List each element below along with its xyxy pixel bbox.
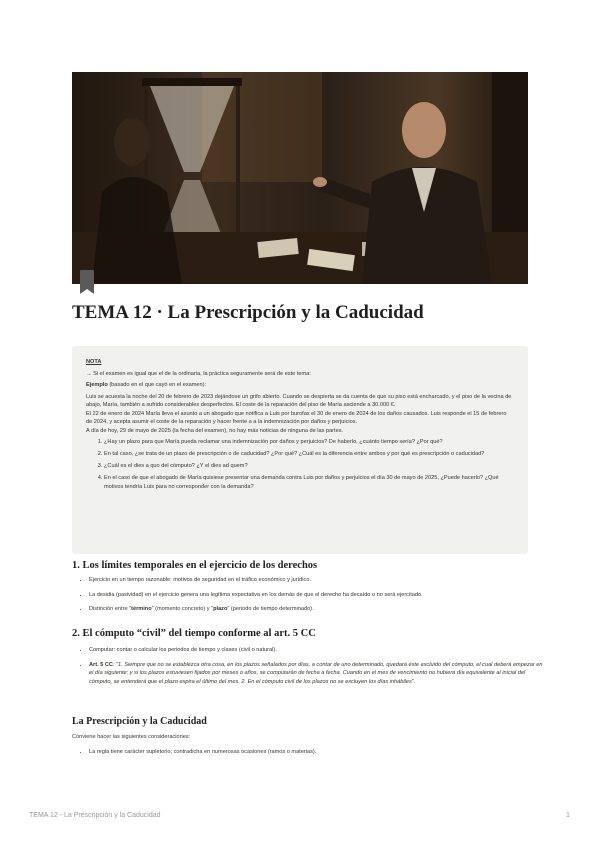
list-item: • Computar: contar o calcular los periodos de tiempo y clases (civil o natural). — [89, 646, 545, 655]
case-paragraph-3: A día de hoy, 29 de mayo de 2025 (la fecha del examen), no hay más noticias de ninguna de las partes. — [86, 427, 344, 434]
section-1-list — [72, 576, 545, 614]
list-item: • Ejercicio en un tiempo razonable: motivos de seguridad en el tráfico económico y jurídico. — [89, 576, 545, 585]
note-heading: NOTA — [86, 359, 102, 365]
case-paragraph-2: El 22 de enero de 2024 María lleva el asunto a un abogado que notifica a Luis por burofax el 30 de enero de 2024 de los daños causados. Luis responde el 15 de febrero de 2024, y acepta asumir el coste de la reparación y hacer frente a a la indemnización por daños y perjuicios. — [86, 410, 507, 425]
example-rest: (basado en el que cayó en el examen): — [107, 382, 207, 388]
note-callout — [72, 346, 528, 554]
bookmark-icon — [80, 270, 94, 294]
question-list — [86, 438, 514, 491]
note-line: → Si el examen es igual que el de la ordinaria, la práctica seguramente será de este tema: — [86, 370, 311, 377]
list-item: • Distinción entre "término" (momento concreto) y "plazo" (periodo de tiempo determinado). — [89, 605, 545, 614]
footer-title: TEMA 12 - La Prescripción y la Caducidad — [29, 812, 161, 819]
article-label: Art. 5 CC — [89, 661, 113, 668]
example-label: Ejemplo — [86, 382, 108, 388]
example-line — [86, 381, 514, 390]
section-3-intro: Conviene hacer las siguientes consideraciones: — [72, 734, 191, 740]
list-item: • La desidia (pasividad) en el ejercicio genera una legítima expectativa en los demás de que el derecho ha decaído o no será ejercitado. — [89, 591, 545, 600]
cover-image — [72, 72, 528, 284]
term-keyword: término — [131, 606, 152, 612]
question-item: 1. ¿Hay un plazo para que María pueda reclamar una indemnización por daños y perjuicios? De haberlo, ¿cuánto tiempo sería? ¿Por qué? — [104, 438, 514, 447]
section-heading-3: La Prescripción y la Caducidad — [72, 716, 207, 727]
question-item: 4. En el caso de que el abogado de María quisiese presentar una demanda contra Luis por daños y perjuicios el día 30 de mayo de 2025, ¿Puede hacerlo? ¿Qué motivos tendría Luis para no corresponder con la demanda? — [104, 474, 514, 491]
question-item: 3. ¿Cuál es el dies a quo del cómputo? ¿Y el dies ad quem? — [104, 462, 514, 471]
section-2-list — [72, 646, 545, 686]
case-paragraph-1: Luis se acuesta la noche del 20 de febrero de 2023 dejándose un grifo abierto. Cuando se despierta se da cuenta de que su piso está encharcado, y el piso de la vecina de abajo, María, también a sufrido considerables desperfectos. El coste de la reparación del piso de María asciende a 30.000 €. — [86, 393, 512, 408]
section-heading-1: 1. Los límites temporales en el ejercicio de los derechos — [72, 560, 318, 571]
page-title: TEMA 12 · La Prescripción y la Caducidad — [72, 302, 424, 323]
page-number: 1 — [566, 812, 570, 819]
question-item: 2. En tal caso, ¿se trata de un plazo de prescripción o de caducidad? ¿Por qué? ¿Cuál es la diferencia entre ambos y por qué es prescripción o caducidad? — [104, 450, 514, 459]
cover-photo-illustration — [72, 72, 528, 284]
section-3-list — [72, 748, 545, 757]
list-item — [89, 661, 545, 687]
plazo-keyword: plazo — [213, 606, 228, 612]
list-item: • La regla tiene carácter supletorio; contradicha en numerosas ocasiones (ramos o materias). — [89, 748, 545, 757]
article-text: : "1. Siempre que no se establezca otra cosa, en los plazos señalados por días, a contar de uno determinado, quedará éste excluido del cómputo, el cual deberá empezar en el día siguiente; y si los plazos estuviesen fijados por meses o años, se computarán de fecha a fecha. Cuando en el mes de vencimiento no hubiera día equivalente al inicial del cómputo, se entenderá que el plazo expira el último del mes. 2. En el cómputo civil de los plazos no se excluyen los días inhábiles". — [89, 661, 543, 685]
section-heading-2: 2. El cómputo “civil” del tiempo conforme al art. 5 CC — [72, 628, 316, 639]
